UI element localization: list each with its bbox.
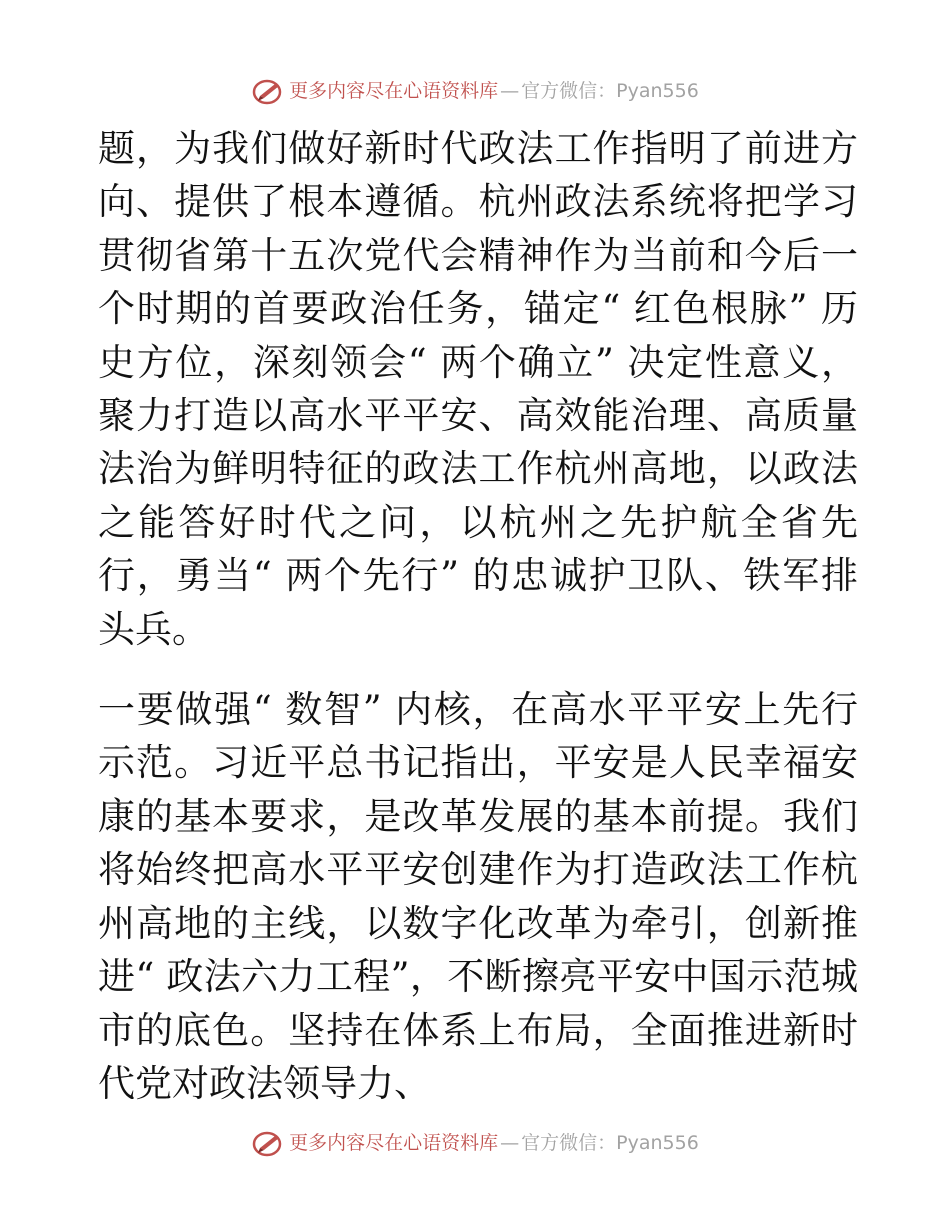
pen-logo-icon [251,1128,285,1158]
banner-wechat: 官方微信：Pyan556 [521,80,699,102]
banner-dash: — [500,80,520,102]
body-paragraph: 一要做强“ 数智” 内核，在高水平平安上先行示范。习近平总书记指出，平安是人民幸福安康的基本要求，是改革发展的基本前提。我们将始终把高水平平安创建作为打造政法工作杭州高地的主线，以数字化改革为牵引，创新推进“ 政法六力工程”，不断擦亮平安中国示范城市的底色。坚持在体系上布局，全面推进新时代党对政法领导力、 [98,688,858,1105]
footer-banner [0,1128,950,1158]
banner-wechat: 官方微信：Pyan556 [521,1132,699,1154]
header-banner [0,76,950,106]
body-paragraph: 题，为我们做好新时代政法工作指明了前进方向、提供了根本遵循。杭州政法系统将把学习贯彻省第十五次党代会精神作为当前和今后一个时期的首要政治任务，锚定“ 红色根脉” 历史方位，深刻领会“ 两个确立” 决定性意义，聚力打造以高水平平安、高效能治理、高质量法治为鲜明特征的政法工作杭州高地，以政法之能答好时代之问，以杭州之先护航全省先行，勇当“ 两个先行” 的忠诚护卫队、铁军排头兵。 [98,127,858,651]
banner-title: 更多内容尽在心语资料库 [289,1132,499,1154]
document-body [98,122,858,1110]
pen-logo-icon [251,76,285,106]
banner-dash: — [500,1132,520,1154]
banner-title: 更多内容尽在心语资料库 [289,80,499,102]
